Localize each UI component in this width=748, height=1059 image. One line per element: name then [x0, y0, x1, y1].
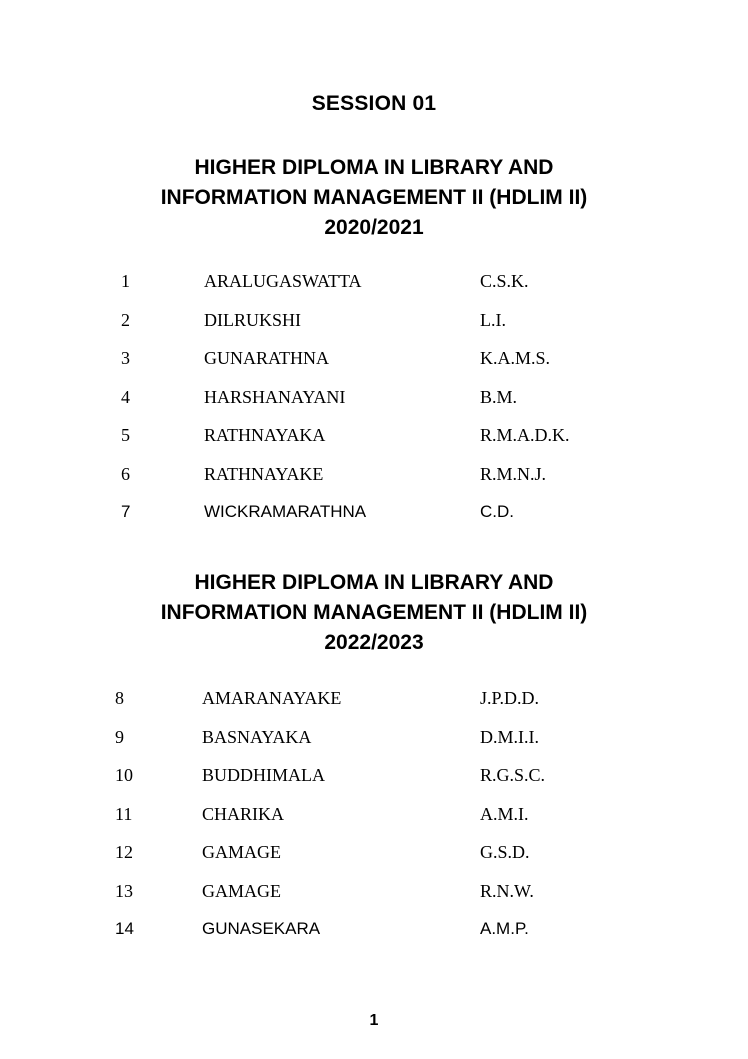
list-item — [0, 876, 748, 915]
surname: HARSHANAYANI — [204, 386, 346, 407]
heading-line: 2022/2023 — [324, 631, 424, 654]
row-number: 6 — [121, 463, 130, 484]
surname: GUNASEKARA — [202, 919, 321, 938]
list-item — [0, 914, 748, 953]
row-number: 11 — [115, 803, 133, 824]
list-item — [0, 382, 748, 421]
surname: GAMAGE — [202, 842, 281, 862]
initials: R.M.A.D.K. — [480, 425, 570, 445]
list-item — [0, 799, 748, 838]
list-item — [0, 420, 748, 459]
row-number: 9 — [115, 726, 124, 747]
list-item — [0, 837, 748, 876]
initials: R.G.S.C. — [480, 765, 546, 785]
heading-line: HIGHER DIPLOMA IN LIBRARY AND — [194, 156, 554, 179]
initials: A.M.P. — [480, 919, 529, 938]
row-number: 12 — [115, 842, 133, 862]
surname: RATHNAYAKE — [204, 463, 324, 484]
initials: G.S.D. — [480, 842, 530, 862]
section-heading-2022-2023 — [0, 568, 748, 658]
surname: CHARIKA — [202, 803, 285, 824]
initials: A.M.I. — [480, 803, 529, 824]
heading-line: INFORMATION MANAGEMENT II (HDLIM II) — [160, 186, 588, 209]
initials: R.N.W. — [480, 880, 534, 901]
initials: R.M.N.J. — [480, 463, 547, 484]
initials: B.M. — [480, 386, 518, 407]
initials: K.A.M.S. — [480, 348, 551, 368]
initials: C.D. — [480, 502, 514, 521]
row-number: 8 — [115, 688, 124, 708]
surname: GAMAGE — [202, 880, 281, 901]
surname: BASNAYAKA — [202, 726, 312, 747]
row-number: 1 — [121, 271, 130, 291]
initials: L.I. — [480, 309, 506, 330]
list-item — [0, 683, 748, 722]
initials: D.M.I.I. — [480, 726, 539, 747]
session-title: SESSION 01 — [311, 92, 437, 115]
student-list-2020-2021 — [0, 266, 748, 536]
row-number: 5 — [121, 425, 130, 445]
list-item — [0, 459, 748, 498]
surname: DILRUKSHI — [204, 309, 301, 330]
section-heading-2020-2021 — [0, 153, 748, 243]
list-item — [0, 722, 748, 761]
row-number: 3 — [121, 348, 130, 368]
student-list-2022-2023 — [0, 683, 748, 953]
initials: C.S.K. — [480, 271, 529, 291]
list-item — [0, 305, 748, 344]
initials: J.P.D.D. — [480, 688, 540, 708]
surname: BUDDHIMALA — [202, 765, 325, 785]
row-number: 13 — [115, 880, 133, 901]
row-number: 4 — [121, 386, 130, 407]
list-item — [0, 343, 748, 382]
list-item — [0, 266, 748, 305]
row-number: 14 — [115, 919, 134, 938]
surname: ARALUGASWATTA — [204, 271, 362, 291]
surname: RATHNAYAKA — [204, 425, 326, 445]
row-number: 10 — [115, 765, 133, 785]
heading-line: 2020/2021 — [324, 216, 424, 239]
list-item — [0, 497, 748, 536]
heading-line: HIGHER DIPLOMA IN LIBRARY AND — [194, 571, 554, 594]
list-item — [0, 760, 748, 799]
heading-line: INFORMATION MANAGEMENT II (HDLIM II) — [160, 601, 588, 624]
surname: AMARANAYAKE — [202, 688, 342, 708]
surname: WICKRAMARATHNA — [204, 502, 367, 521]
row-number: 2 — [121, 309, 130, 330]
row-number: 7 — [121, 502, 131, 521]
page-number: 1 — [369, 1012, 379, 1029]
surname: GUNARATHNA — [204, 348, 329, 368]
